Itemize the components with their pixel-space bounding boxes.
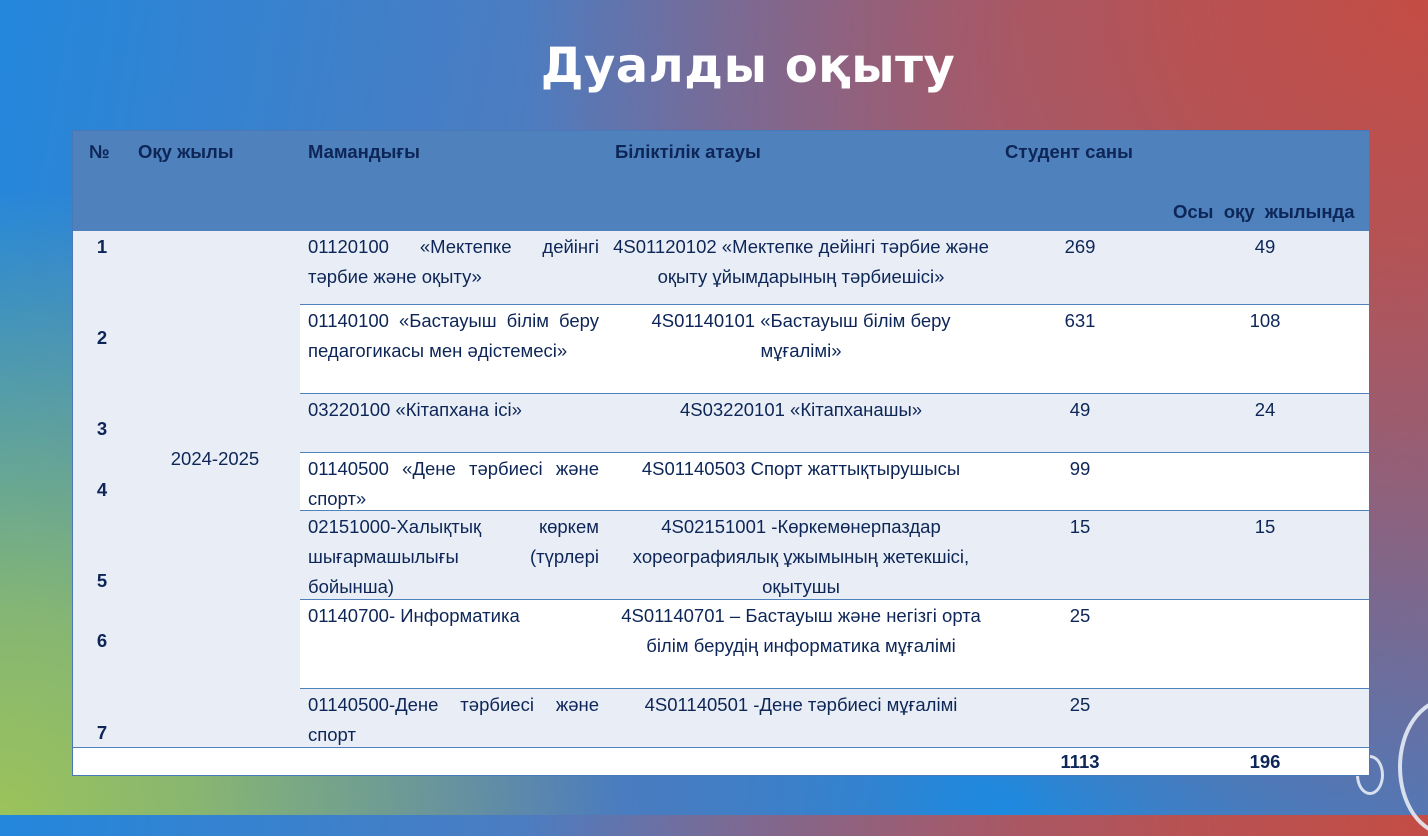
students-cell: 25 bbox=[1069, 694, 1091, 715]
table-row bbox=[300, 510, 1369, 599]
students-cell: 269 bbox=[1064, 236, 1096, 257]
qualification-cell: 4S01140101 «Бастауыш білім беру мұғалімі» bbox=[651, 310, 951, 361]
academic-year: 2024-2025 bbox=[170, 448, 260, 469]
specialty-cell: 01120100 «Мектепке дейінгі тәрбие және оқыту» bbox=[308, 236, 599, 287]
qualification-cell: 4S03220101 «Кітапханашы» bbox=[679, 399, 923, 420]
students-cell: 49 bbox=[1069, 399, 1091, 420]
header-year: Оқу жылы bbox=[138, 141, 234, 162]
dual-education-table bbox=[72, 130, 1370, 776]
row-number: 4 bbox=[96, 479, 108, 500]
decorative-ring bbox=[1398, 698, 1428, 836]
header-num: № bbox=[89, 141, 110, 162]
header-students: Студент саны bbox=[1005, 141, 1133, 162]
total-students: 1113 bbox=[1060, 751, 1100, 772]
total-row bbox=[73, 747, 1369, 775]
graduates-cell: 15 bbox=[1254, 516, 1276, 537]
specialty-cell: 03220100 «Кітапхана ісі» bbox=[308, 399, 522, 420]
row-number: 7 bbox=[96, 722, 108, 743]
left-columns bbox=[73, 231, 300, 747]
header-specialty: Мамандығы bbox=[308, 141, 420, 162]
row-number: 5 bbox=[96, 570, 108, 591]
graduates-cell: 108 bbox=[1249, 310, 1281, 331]
table-row bbox=[300, 599, 1369, 688]
students-cell: 99 bbox=[1069, 458, 1091, 479]
qualification-cell: 4S01140501 -Дене тәрбиесі мұғалімі bbox=[644, 694, 958, 715]
header-graduates-line1: Осы оқу жылында bbox=[1173, 201, 1355, 222]
table-row bbox=[300, 452, 1369, 510]
table-row bbox=[300, 393, 1369, 452]
qualification-cell: 4S01140503 Спорт жаттықтырушысы bbox=[641, 458, 961, 479]
qualification-cell: 4S02151001 -Көркемөнерпаздар хореографиялық ұжымының жетекшісі, оқытушы bbox=[632, 516, 970, 597]
qualification-cell: 4S01140701 – Бастауыш және негізгі орта білім берудің информатика мұғалімі bbox=[621, 605, 981, 656]
students-cell: 25 bbox=[1069, 605, 1091, 626]
students-cell: 631 bbox=[1064, 310, 1096, 331]
row-number: 6 bbox=[96, 630, 108, 651]
table-row bbox=[300, 688, 1369, 747]
specialty-cell: 01140500-Дене тәрбиесі және спорт bbox=[308, 694, 599, 745]
table-header bbox=[73, 131, 1369, 231]
specialty-cell: 01140700- Информатика bbox=[308, 605, 520, 626]
students-cell: 15 bbox=[1069, 516, 1091, 537]
specialty-cell: 01140100 «Бастауыш білім беру педагогикасы мен әдістемесі» bbox=[308, 310, 599, 361]
specialty-cell: 02151000-Халықтық көркем шығармашылығы (түрлері бойынша) bbox=[308, 516, 599, 597]
row-number: 3 bbox=[96, 418, 108, 439]
page-title: Дуалды оқыту bbox=[540, 38, 956, 94]
table-row bbox=[300, 304, 1369, 393]
specialty-cell: 01140500 «Дене тәрбиесі және спорт» bbox=[308, 458, 599, 509]
total-graduates: 196 bbox=[1249, 751, 1281, 772]
graduates-cell: 49 bbox=[1254, 236, 1276, 257]
qualification-cell: 4S01120102 «Мектепке дейінгі тәрбие және оқыту ұйымдарының тәрбиешісі» bbox=[613, 236, 989, 287]
table-row bbox=[300, 231, 1369, 304]
row-number: 1 bbox=[96, 236, 108, 257]
row-number: 2 bbox=[96, 327, 108, 348]
graduates-cell: 24 bbox=[1254, 399, 1276, 420]
header-qualification: Біліктілік атауы bbox=[615, 141, 761, 162]
